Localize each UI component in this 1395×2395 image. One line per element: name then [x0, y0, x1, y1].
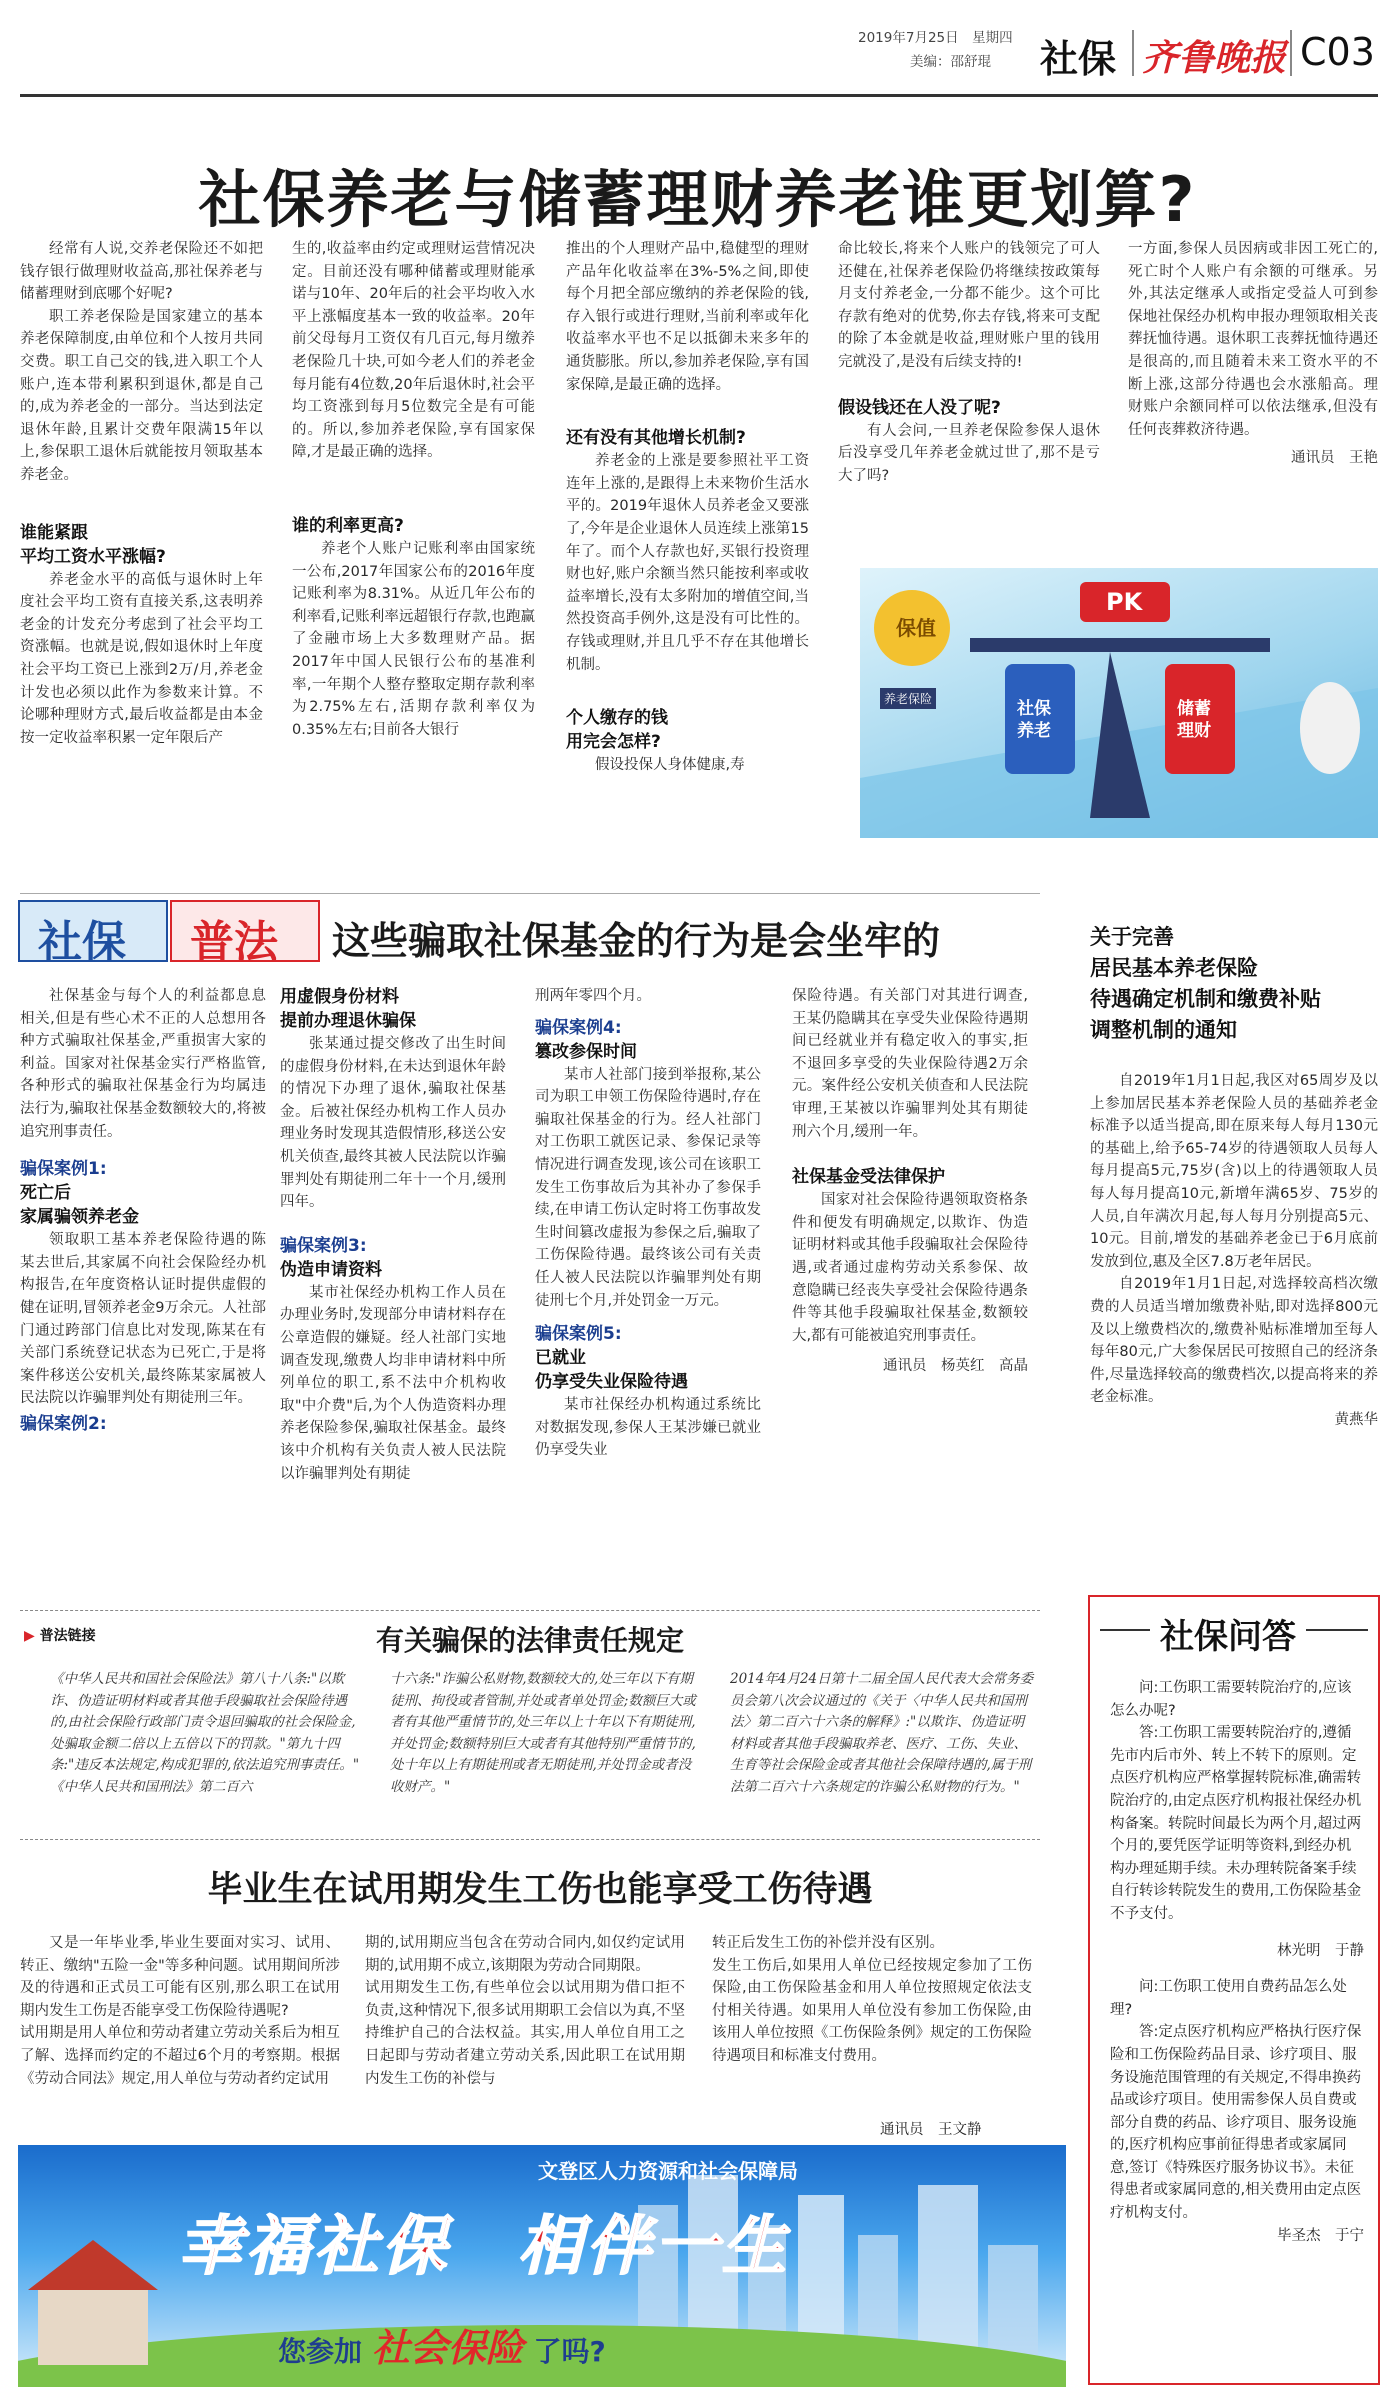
paragraph: 养老金水平的高低与退休时上年度社会平均工资有直接关系,这表明养老金的计发充分考虑到了社会平均工资涨幅。也就是说,假如退休时上年度社会平均工资已上涨到2万/月,养老金计发也必须以此作为参数来计算。不论哪种理财方式,最后收益都是由本金按一定收益率积累一定年限后产	[20, 571, 263, 746]
paragraph: 自2019年1月1日起,对选择较高档次缴费的人员适当增加缴费补贴,即对选择800元及以上缴费档次的,缴费补贴标准增加至每人每年80元,广大参保居民可按照自己的经济条件,尽量选择较高的缴费档次,以提高将来的养老金标准。	[1090, 1276, 1378, 1406]
case-heading: 骗保案例1:	[20, 1159, 107, 1180]
question: 问:工伤职工使用自费药品怎么处理?	[1110, 1979, 1347, 2018]
header-editor: 美编：邵舒琨	[910, 54, 991, 70]
subheading: 社保基金受法律保护	[792, 1167, 945, 1188]
article-1-column-5	[1128, 238, 1378, 548]
paragraph: 命比较长,将来个人账户的钱领完了可人还健在,社保养老保险仍将继续按政策每月支付养老金,一分都不能少。这个可比存款有绝对的优势,你去存钱,将来可支配的除了本金就是收益,理财账户里的钱用完就没了,是没有后续支持的!	[838, 241, 1100, 370]
byline: 通讯员 王艳	[1291, 450, 1378, 467]
headline-line: 居民基本养老保险	[1090, 956, 1258, 980]
answer: 答:定点医疗机构应严格执行医疗保险和工伤保险药品目录、诊疗项目、服务设施范围管理的有关规定,不得串换药品或诊疗项目。使用需参保人员自费或部分自费的药品、诊疗项目、服务设施的,医疗机构应事前征得患者或家属同意,签订《特殊医疗服务协议书》。未征得患者或家属同意的,相关费用由定点医疗机构支付。	[1110, 2024, 1362, 2222]
question: 问:工伤职工需要转院治疗的,应该怎么办呢?	[1110, 1680, 1352, 1719]
article-3-headline	[1090, 922, 1380, 1046]
law-column-1: 《中华人民共和国社会保险法》第八十八条:"以欺诈、伪造证明材料或者其他手段骗取社会保险待遇的,由社会保险行政部门责令退回骗取的社会保险金,处骗取金额二倍以上五倍以下的罚款。"第九十四条:"违反本法规定,构成犯罪的,依法追究刑事责任。" 《中华人民共和国刑法》第二百六	[50, 1671, 360, 1795]
headline-line: 关于完善	[1090, 925, 1174, 949]
case-heading: 骗保案例3:	[280, 1235, 367, 1256]
section-banner-line	[20, 893, 1040, 894]
paragraph: 领取职工基本养老保险待遇的陈某去世后,其家属不向社会保险经办机构报告,在年度资格认证时提供虚假的健在证明,冒领养老金9万余元。人社部门通过跨部门信息比对发现,陈某在有关部门系统登记状态为已死亡,于是将案件移送公安机关,最终陈某家属被人民法院以诈骗罪判处有期徒刑三年。	[20, 1232, 266, 1407]
qa-box	[1088, 1595, 1380, 2385]
case-heading: 骗保案例2:	[20, 1413, 107, 1434]
headline-line: 调整机制的通知	[1090, 1018, 1237, 1042]
banner-ad	[18, 2145, 1066, 2387]
paragraph: 一方面,参保人员因病或非因工死亡的,死亡时个人账户有余额的可继承。另外,其法定继承人或指定受益人可到参保地社保经办机构申报办理领取相关丧葬抚恤待遇。退休职工丧葬抚恤待遇还是很高的,而且随着未来工资水平的不断上涨,这部分待遇也会水涨船高。理财账户余额同样可以依法继承,但没有任何丧葬救济待遇。	[1128, 241, 1378, 438]
paragraph: 某市社保经办机构工作人员在办理业务时,发现部分申请材料存在公章造假的嫌疑。经人社部门实地调查发现,缴费人均非申请材料中所列单位的职工,系不法中介机构收取"中介费"后,为个人伪造资料办理养老保险参保,骗取社保基金。最终该中介机构有关负责人被人民法院以诈骗罪判处有期徒	[280, 1284, 506, 1482]
article-1-column-3	[566, 238, 809, 868]
illustration-pk	[860, 568, 1378, 838]
header-section: 社保	[1040, 37, 1117, 81]
case-title: 伪造申请资料	[280, 1259, 382, 1280]
newspaper-logo: 齐鲁晚报	[1142, 37, 1287, 79]
law-column-3: 2014年4月24日第十二届全国人民代表大会常务委员会第八次会议通过的《关于〈中华人民共和国刑法〉第二百六十六条的解释》:"以欺诈、伪造证明材料或者其他手段骗取养老、医疗、工伤、失业、生育等社会保险金或者其他社会保障待遇的,属于刑法第二百六十六条规定的诈骗公私财物的行为。"	[730, 1671, 1034, 1795]
balance-beam	[970, 638, 1270, 652]
article-2-column-1	[20, 985, 266, 1603]
paragraph: 张某通过提交修改了出生时间的虚假身份材料,在未达到退休年龄的情况下办理了退休,骗取社保基金。后被社保经办机构工作人员办理业务时发现其造假情形,移送公安机关侦查,最终其被人民法院以诈骗罪判处有期徒刑二年十一个月,缓刑四年。	[280, 1036, 506, 1211]
tag-pufa-label: 普法	[190, 917, 278, 968]
banner-prompt-b: 社会保险	[371, 2326, 524, 2370]
qa-title: 社保问答	[1150, 1609, 1306, 1658]
paragraph: 经常有人说,交养老保险还不如把钱存银行做理财收益高,那社保养老与储蓄理财到底哪个好呢?	[20, 241, 263, 303]
qa-content	[1110, 1677, 1364, 2247]
banner-org: 文登区人力资源和社会保障局	[538, 2159, 798, 2183]
article-4-column-3: 转正后发生工伤的补偿并没有区别。 发生工伤后,如果用人单位已经按规定参加了工伤保险,由工伤保险基金和用人单位按照规定依法支付相关待遇。如果用人单位没有参加工伤保险,由该用人单位按照《工伤保险条例》规定的工伤保险待遇项目和标准支付费用。	[712, 1935, 1032, 2064]
banner-prompt-a: 您参加	[278, 2335, 363, 2368]
article-1-column-2	[292, 238, 535, 868]
illustration-label-baozhi: 保值	[896, 616, 936, 640]
case-title: 篡改参保时间	[535, 1041, 637, 1062]
law-box-label-text: 普法链接	[39, 1628, 96, 1644]
illustration-label-left: 社保养老	[1017, 699, 1051, 741]
subheading: 假设钱还在人没了呢?	[838, 397, 1001, 418]
paragraph: 养老金的上涨是要参照社平工资连年上涨的,是跟得上未来物价生活水平的。2019年退休人员养老金又要涨了,今年是企业退休人员连续上涨第15年了。而个人存款也好,买银行投资理财也好,账户余额当然只能按利率或收益率增长,没有太多附加的增值空间,当然投资高手例外,这是没有可比性的。存钱或理财,并且几乎不存在其他增长机制。	[566, 453, 809, 673]
article-4-column-2: 期的,试用期应当包含在劳动合同内,如仅约定试用期的,试用期不成立,该期限为劳动合同期限。 试用期发生工伤,有些单位会以试用期为借口拒不负责,这种情况下,很多试用期职工会信以为真,不坚持维护自己的合法权益。其实,用人单位自用工之日起即与劳动者建立劳动关系,因此职工在试用期内发生工伤的补偿与	[365, 1935, 685, 2087]
piggy-icon	[1300, 682, 1360, 774]
paragraph: 推出的个人理财产品中,稳健型的理财产品年化收益率在3%-5%之间,即使每个月把全部应缴纳的养老保险的钱,存入银行或进行理财,当前利率或年化收益率水平也不足以抵御未来多年的通货膨胀。所以,参加养老保险,享有国家保障,是最正确的选择。	[566, 241, 809, 393]
subheading: 用完会怎样?	[566, 732, 661, 753]
tag-shebao	[18, 900, 168, 968]
subheading: 谁能紧跟	[20, 522, 88, 543]
headline-line: 待遇确定机制和缴费补贴	[1090, 987, 1321, 1011]
article-4-headline: 毕业生在试用期发生工伤也能享受工伤待遇	[207, 1870, 873, 1910]
paragraph: 生的,收益率由约定或理财运营情况决定。目前还没有哪种储蓄或理财能承诺与10年、20年后的社会平均收入水平上涨幅度基本一致的收益率。20年前父母每月工资仅有几百元,每月缴养老保险几十块,可如今老人们的养老金每月能有4位数,20年后退休时,社会平均工资涨到每月5位数完全是有可能的。所以,参加养老保险,享有国家保障,才是最正确的选择。	[292, 241, 535, 461]
subheading: 个人缴存的钱	[566, 708, 668, 729]
case-heading: 骗保案例5:	[535, 1324, 622, 1345]
case-title: 家属骗领养老金	[20, 1207, 139, 1228]
law-box-title: 有关骗保的法律责任规定	[375, 1624, 684, 1657]
byline: 黄燕华	[1334, 1411, 1378, 1428]
article-1-headline: 社保养老与储蓄理财养老谁更划算?	[198, 163, 1197, 236]
paragraph: 某市人社部门接到举报称,某公司为职工申领工伤保险待遇时,存在骗取社保基金的行为。经人社部门对工伤职工就医记录、参保记录等情况进行调查发现,该公司在该职工发生工伤事故后为其补办了参保手续,在申请工伤认定时将工伤事故发生时间篡改虚报为参保之后,骗取了工伤保险待遇。最终该公司有关责任人被人民法院以诈骗罪判处有期徒刑七个月,并处罚金一万元。	[535, 1066, 761, 1309]
header-date: 2019年7月25日 星期四	[858, 30, 1013, 46]
paragraph: 职工养老保险是国家建立的基本养老保障制度,由单位和个人按月共同交费。职工自己交的钱,进入职工个人账户,连本带利累积到退休,都是自己的,成为养老金的一部分。当达到法定退休年龄,且累计交费年限满15年以上,参保职工退休后就能按月领取基本养老金。	[20, 308, 263, 483]
illustration-label-pk: PK	[1106, 588, 1143, 616]
banner-prompt	[278, 2317, 606, 2372]
header-divider-2	[1290, 30, 1292, 76]
byline: 林光明 于静	[1277, 1942, 1364, 1959]
article-2-column-3	[535, 985, 761, 1605]
paragraph: 国家对社会保险待遇领取资格条件和便发有明确规定,以欺诈、伪造证明材料或其他手段骗取社会保险待遇,或者通过虚构劳动关系参保、故意隐瞒已经丧失享受社会保险待遇条件等其他手段骗取社保基金,数额较大,都有可能被追究刑事责任。	[792, 1192, 1028, 1344]
paragraph: 某市社保经办机构通过系统比对数据发现,参保人王某涉嫌已就业仍享受失业	[535, 1397, 761, 1459]
triangle-icon: ▶	[24, 1628, 35, 1644]
article-3-body	[1090, 1070, 1378, 1540]
page-number: C03	[1300, 30, 1375, 74]
paragraph: 自2019年1月1日起,我区对65周岁及以上参加居民基本养老保险人员的基础养老金标准予以适当提高,即在原来每人每月130元的基础上,给予65-74岁的待遇领取人员每人每月提高5元,75岁(含)以上的待遇领取人员每人每月提高10元,新增年满65岁、75岁的人员,自年满次月起,每人每月分别提高5元、10元。目前,增发的基础养老金已于6月底前发放到位,惠及全区7.8万老年居民。	[1090, 1073, 1378, 1270]
header-rule	[20, 94, 1378, 97]
subheading: 还有没有其他增长机制?	[566, 428, 746, 449]
subheading: 谁的利率更高?	[292, 515, 404, 536]
case-heading: 骗保案例4:	[535, 1017, 622, 1038]
subheading: 平均工资水平涨幅?	[20, 546, 166, 567]
law-box	[20, 1610, 1040, 1840]
tag-shebao-label: 社保	[38, 917, 126, 968]
paragraph: 有人会问,一旦养老保险参保人退休后没享受几年养老金就过世了,那不是亏大了吗?	[838, 422, 1100, 484]
case-title: 用虚假身份材料	[280, 987, 399, 1007]
answer: 答:工伤职工需要转院治疗的,遵循先市内后市外、转上不转下的原则。定点医疗机构应严格掌握转院标准,确需转院治疗的,由定点医疗机构报社保经办机构备案。转院时间最长为两个月,超过两个月的,要凭医学证明等资料,到经办机构办理延期手续。未办理转院备案手续自行转诊转院发生的费用,工伤保险基金不予支付。	[1110, 1725, 1362, 1922]
byline: 毕圣杰 于宁	[1277, 2227, 1364, 2244]
page-header	[0, 0, 1395, 118]
byline: 通讯员 杨英红 高晶	[883, 1358, 1028, 1375]
case-title: 死亡后	[20, 1183, 71, 1204]
article-1-column-1	[20, 238, 263, 868]
qa-title-bar	[1100, 1607, 1368, 1657]
house-icon	[38, 2285, 148, 2365]
paragraph: 保险待遇。有关部门对其进行调查,王某仍隐瞒其在享受失业保险待遇期间已经就业并有稳定收入的事实,拒不退回多享受的失业保险待遇2万余元。案件经公安机关侦查和人民法院审理,王某被以诈骗罪判处其有期徒刑六个月,缓刑一年。	[792, 988, 1028, 1140]
case-title: 仍享受失业保险待遇	[535, 1372, 688, 1393]
case-title: 提前办理退休骗保	[280, 1011, 416, 1031]
article-2-headline: 这些骗取社保基金的行为是会坐牢的	[332, 919, 941, 963]
article-2-column-2	[280, 985, 506, 1605]
paragraph: 假设投保人身体健康,寿	[595, 757, 745, 774]
article-4-column-1: 又是一年毕业季,毕业生要面对实习、试用、转正、缴纳"五险一金"等多种问题。试用期间所涉及的待遇和正式员工可能有区别,那么职工在试用期内发生工伤是否能享受工伤保险待遇呢? 试用期是用人单位和劳动者建立劳动关系后为相互了解、选择而约定的不超过6个月的考察期。根据《劳动合同法》规定,用人单位与劳动者约定试用	[20, 1935, 340, 2087]
paragraph: 养老个人账户记账利率由国家统一公布,2017年国家公布的2016年度记账利率为8.31%。从近几年公布的利率看,记账利率远超银行存款,也跑赢了金融市场上大多数理财产品。据2017年中国人民银行公布的基准利率,一年期个人整存整取定期存款利率为2.75%左右,活期存款利率仅为0.35%左右;目前各大银行	[292, 540, 535, 738]
paragraph: 刑两年零四个月。	[535, 988, 651, 1004]
tag-pufa	[170, 900, 320, 968]
case-title: 已就业	[535, 1348, 586, 1369]
article-2-column-4	[792, 985, 1028, 1605]
law-column-2: 十六条:"诈骗公私财物,数额较大的,处三年以下有期徒刑、拘役或者管制,并处或者单处罚金;数额巨大或者有其他严重情节的,处三年以上十年以下有期徒刑,并处罚金;数额特别巨大或者有其他特别严重情节的,处十年以上有期徒刑或者无期徒刑,并处罚金或者没收财产。"	[390, 1671, 696, 1795]
article-1-column-4	[838, 238, 1100, 548]
illustration-label-right: 储蓄理财	[1177, 699, 1211, 741]
article-4-byline: 通讯员 王文静	[880, 2122, 982, 2138]
banner-slogan: 幸福社保 相伴一生	[178, 2209, 790, 2284]
banner-prompt-c: 了吗?	[533, 2335, 606, 2368]
paragraph: 社保基金与每个人的利益都息息相关,但是有些心术不正的人总想用各种方式骗取社保基金,严重损害大家的利益。国家对社保基金实行严格监管,各种形式的骗取社保基金行为均属违法行为,骗取社保基金数额较大的,将被追究刑事责任。	[20, 988, 266, 1140]
illustration-label-coin: 养老保险	[880, 688, 936, 709]
header-divider-1	[1132, 30, 1134, 76]
